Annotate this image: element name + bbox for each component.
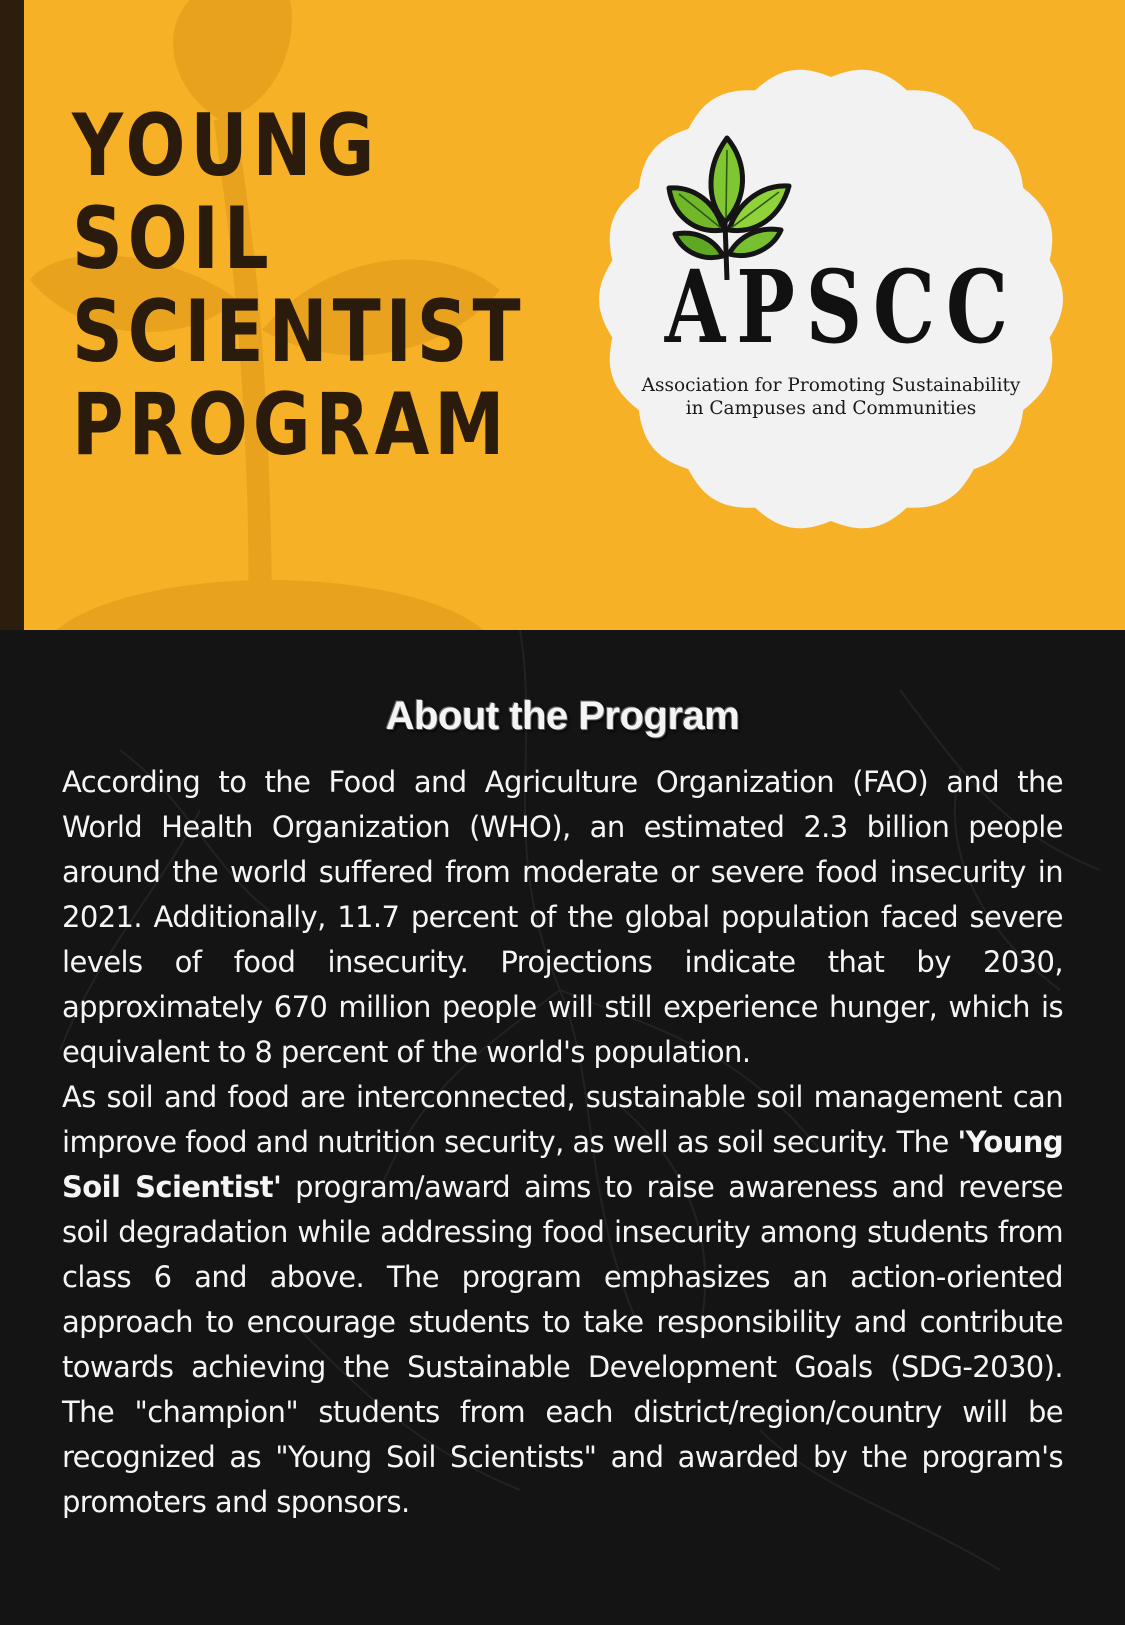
paragraph-text: As soil and food are interconnected, sustainable soil management can improve food and nutrition security, as well as soil security. The [62, 1080, 1063, 1159]
section-heading: About the Program [385, 694, 740, 738]
left-edge-strip [0, 0, 24, 630]
paragraph-text: program/award aims to raise awareness and reverse soil degradation while addressing food insecurity among students from class 6 and above. The program emphasizes an action-oriented approach to encourage students to take responsibility and contribute towards achieving the Sustainable Development Goals (SDG-2030). The "champion" students from each district/region/country will be recognized as "Young Soil Scientists" and awarded by the program's promoters and sponsors. [62, 1170, 1063, 1519]
logo-acronym: APSCC [664, 248, 1020, 366]
logo-tagline [587, 374, 1075, 420]
title-line: YOUNG [72, 96, 380, 196]
title-line: PROGRAM [72, 375, 510, 475]
apscc-logo [587, 56, 1075, 542]
program-title [72, 96, 526, 475]
title-line: SOIL [72, 189, 274, 289]
description-paragraph: According to the Food and Agriculture Organization (FAO) and the World Health Organization (WHO), an estimated 2.3 billion people around the world suffered from moderate or severe food insecurity in 2021. Additionally, 11.7 percent of the global population faced severe levels of food insecurity. Projections indicate that by 2030, approximately 670 million people will still experience hunger, which is equivalent to 8 percent of the world's population. [62, 765, 1063, 1069]
program-name-emphasis: 'Young Soil Scientist' [62, 1125, 1063, 1204]
tagline-line: in Campuses and Communities [685, 398, 977, 419]
tagline-line: Association for Promoting Sustainability [641, 375, 1021, 396]
title-line: SCIENTIST [72, 282, 526, 382]
program-description [62, 760, 1063, 1525]
description-paragraph [62, 1075, 1063, 1525]
banner [0, 0, 1125, 630]
about-section [0, 630, 1125, 1625]
